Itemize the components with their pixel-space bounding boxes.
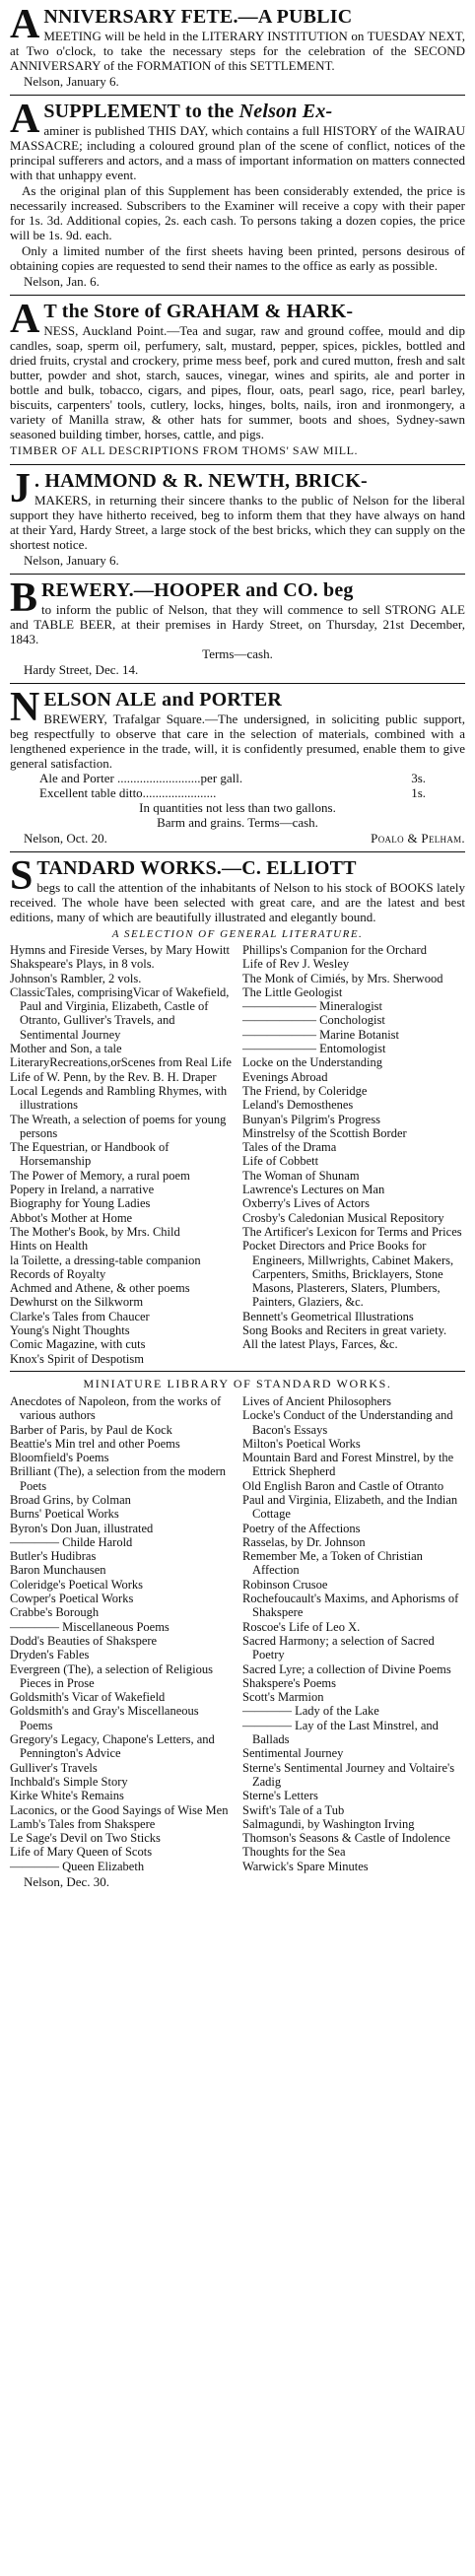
list-item: The Woman of Shunam [242,1168,360,1183]
list-item: The Artificer's Lexicon for Terms and Prices [242,1224,462,1239]
list-item: Knox's Spirit of Despotism [10,1351,144,1366]
ad-headline: ELSON ALE and PORTER [43,689,283,711]
list-item: The Friend, by Coleridge [242,1083,368,1098]
list-item: Inchbald's Simple Story [10,1774,128,1789]
list-item: Life of Cobbett [242,1154,319,1169]
list-item: Lives of Ancient Philosophers [242,1393,392,1408]
divider [10,851,465,852]
list-item: Sacred Harmony; a selection of Sacred Poetry [242,1633,435,1662]
list-item: Shakspeare's Plays, in 8 vols. [10,957,155,972]
list-item: Byron's Don Juan, illustrated [10,1521,154,1535]
ad-body: aminer is published THIS DAY, which contains a full HISTORY of the WAIRAU MASSACRE; including a coloured ground plan of the scene of conflict, notices of the principal sufferers and actors, and a mass of important information on matters connected with that unhappy event. [10,123,465,182]
list-item: Life of W. Penn, by the Rev. B. H. Draper [10,1069,217,1084]
list-item: Bloomfield's Poems [10,1451,109,1465]
list-item: Hints on Health [10,1239,89,1254]
list-column-left [10,1394,233,1873]
list-item: Clarke's Tales from Chaucer [10,1309,150,1323]
list-item: Remember Me, a Token of Christian Affection [242,1549,423,1578]
list-item: The Wreath, a selection of poems for young persons [10,1112,227,1140]
ad-body: BREWERY, Trafalgar Square.—The undersigned, in soliciting public support, beg respectfully to observe that care in the selection of materials, combined with a lengthened experience in the trade, will, it is confidently presumed, enable them to give general satisfaction. [10,712,465,771]
drop-cap: A [10,297,40,342]
list-item: Warwick's Spare Minutes [242,1859,369,1873]
ad-signature: Hardy Street, Dec. 14. [24,662,139,677]
list-item: Anecdotes of Napoleon, from the works of various authors [10,1393,222,1423]
list-item: Beattie's Min trel and other Poems [10,1436,180,1451]
list-item: ClassicTales, comprisingVicar of Wakefield, Paul and Virginia, Elizabeth, Castle of Otranto, Gulliver's Travels, and Sentimental Journey [10,984,230,1042]
list-item: Mother and Son, a tale [10,1042,122,1056]
ad-headline: SUPPLEMENT to the [43,101,239,122]
ad-headline: REWERY.—HOOPER and CO. beg [41,579,354,601]
ad-anniversary-fete [10,2,465,89]
list-item: Biography for Young Ladies [10,1196,151,1211]
ad-headline: T the Store of GRAHAM & HARK- [43,301,354,322]
list-item: Rasselas, by Dr. Johnson [242,1534,366,1549]
ad-brewery-hooper [10,576,465,677]
list-item: Kirke White's Remains [10,1789,124,1803]
list-item: Life of Mary Queen of Scots [10,1845,153,1860]
divider [10,95,465,96]
drop-cap: S [10,853,34,899]
ad-headline: NNIVERSARY FETE.—A PUBLIC [43,6,353,28]
ad-signature: Nelson, Oct. 20. [24,831,107,846]
ad-elliott-standard-works [10,853,465,1889]
list-item: Crosby's Caledonian Musical Repository [242,1210,444,1225]
ad-body: NESS, Auckland Point.—Tea and sugar, raw and ground coffee, mould and dip candles, soap, sperm oil, perfumery, salt, mustard, pepper, spices, pickles, bottled and dried fruits, crystal and crockery, prime mess beef, pork and cured mutton, fresh and salt butter, powder and shot, starch, sauces, vinegar, wines and spirits, ale and porter in bottle and bulk, tobacco, cigars, and pipes, flour, oats, pearl sago, rice, pearl barley, biscuits, carpenters' tools, cutlery, locks, hinges, bolts, nails, iron and ironmongery, a variety of Manilla straw, & other hats for summer, boots and shoes, Sydney-sawn seasoned building timber, horses, cattle, and pigs. [10,323,465,441]
list-item: ———— Miscellaneous Poems [10,1619,170,1634]
drop-cap: N [10,685,40,730]
ad-body: begs to call the attention of the inhabitants of Nelson to his stock of BOOKS lately received. The whole have been selected with great care, and are the latest and best editions, many of which are beautifully illustrated and elegantly bound. [10,880,465,924]
ad-nelson-ale-porter [10,685,465,846]
list-item: Gulliver's Travels [10,1760,98,1775]
list-item: Dewhurst on the Silkworm [10,1295,144,1310]
list-item: —————— Mineralogist [242,999,383,1014]
general-literature-list [10,943,465,1366]
list-item: Rochefoucault's Maxims, and Aphorisms of Shakspere [242,1592,459,1620]
ad-signature: Nelson, January 6. [24,74,119,89]
ad-body: MAKERS, in returning their sincere thanks to the public of Nelson for the liberal support they have hitherto received, beg to inform them that they have always on hand at their Yard, Hardy Street, a large stock of the best bricks, which they can supply on the shortest notice. [10,493,465,552]
list-item: Song Books and Reciters in great variety. [242,1323,447,1338]
ad-headline: TANDARD WORKS.—C. ELLIOTT [36,857,357,879]
list-item: Popery in Ireland, a narrative [10,1183,155,1197]
ad-terms: Terms—cash. [202,646,273,661]
ad-terms: Barm and grains. Terms—cash. [157,815,318,830]
ad-graham-harkness [10,297,465,458]
price-row [10,785,465,800]
list-item: The Mother's Book, by Mrs. Child [10,1224,180,1239]
divider [10,1371,465,1372]
list-item: Evergreen (The), a selection of Religious Pieces in Prose [10,1661,213,1690]
list-item: Gregory's Legacy, Chapone's Letters, and Pennington's Advice [10,1732,215,1761]
list-item: Shakspere's Poems [242,1675,336,1690]
ad-footer-line: TIMBER OF ALL DESCRIPTIONS FROM THOMS' SAW MILL. [10,443,359,457]
list-item: Lawrence's Lectures on Man [242,1183,385,1197]
divider [10,683,465,684]
ad-proprietors: Poalo & Pelham. [371,831,465,846]
list-item: Thoughts for the Sea [242,1845,346,1860]
list-item: Poetry of the Affections [242,1521,361,1535]
ad-signature: Nelson, January 6. [24,553,119,568]
drop-cap: B [10,576,38,621]
list-item: Scott's Marmion [242,1690,324,1705]
list-item: Sterne's Sentimental Journey and Voltaire's Zadig [242,1760,455,1789]
ad-headline: . HAMMOND & R. NEWTH, BRICK- [34,470,368,492]
list-item: Sacred Lyre; a collection of Divine Poems [242,1661,451,1676]
ad-signature: Nelson, Jan. 6. [24,274,100,289]
list-item: The Power of Memory, a rural poem [10,1168,190,1183]
list-item: The Monk of Cimiés, by Mrs. Sherwood [242,971,443,985]
list-item: —————— Entomologist [242,1042,386,1056]
list-item: Barber of Paris, by Paul de Kock [10,1422,172,1437]
list-item: The Little Geologist [242,984,343,999]
list-item: Dodd's Beauties of Shakspere [10,1633,158,1648]
list-item: Johnson's Rambler, 2 vols. [10,971,142,985]
list-item: Life of Rev J. Wesley [242,957,350,972]
list-item: Broad Grins, by Colman [10,1492,131,1507]
list-item: The Equestrian, or Handbook of Horsemanship [10,1140,170,1169]
list-item: Comic Magazine, with cuts [10,1337,146,1352]
section-heading-miniature: MINIATURE LIBRARY OF STANDARD WORKS. [83,1376,392,1390]
list-item: Locke's Conduct of the Understanding and Bacon's Essays [242,1408,453,1437]
list-column-left [10,943,233,1366]
list-item: ———— Lay of the Last Minstrel, and Ballads [242,1718,439,1747]
list-item: Roscoe's Life of Leo X. [242,1619,361,1634]
divider [10,574,465,575]
list-item: Baron Munchausen [10,1563,106,1578]
list-item: Bennett's Geometrical Illustrations [242,1309,414,1323]
list-item: Bunyan's Pilgrim's Progress [242,1112,380,1126]
list-item: Cowper's Poetical Works [10,1592,134,1606]
ad-body: As the original plan of this Supplement has been considerably extended, the price is necessarily increased. Subscribers to the Examiner will receive a copy with their paper for 1s. 3d. Additional copies, 2s. each cash. To persons taking a dozen copies, the price will be 1s. 9d. each. [10,183,465,242]
list-item: Swift's Tale of a Tub [242,1802,345,1817]
miniature-library-list [10,1394,465,1873]
list-item: Local Legends and Rambling Rhymes, with illustrations [10,1083,228,1113]
list-item: Lamb's Tales from Shakspere [10,1816,156,1831]
list-item: Achmed and Athene, & other poems [10,1281,190,1296]
drop-cap: A [10,97,40,142]
list-item: Goldsmith's Vicar of Wakefield [10,1690,166,1705]
list-item: Pocket Directors and Price Books for Engineers, Millwrights, Cabinet Makers, Carpenters, Smiths, Bricklayers, Stone Masons, Plasterers, Slaters, Plumbers, Painters, Glaziers, &c. [242,1239,454,1310]
list-item: Robinson Crusoe [242,1577,328,1592]
ad-quantities: In quantities not less than two gallons. [139,800,336,815]
list-item: la Toilette, a dressing-table companion [10,1253,201,1267]
ad-body: Only a limited number of the first sheets having been printed, persons desirous of obtaining copies are requested to send their names to the office as early as possible. [10,243,465,273]
list-item: Young's Night Thoughts [10,1323,130,1338]
list-item: Mountain Bard and Forest Minstrel, by the Ettrick Shepherd [242,1451,454,1479]
list-item: Phillips's Companion for the Orchard [242,943,427,957]
list-item: Locke on the Understanding [242,1055,382,1070]
list-item: All the latest Plays, Farces, &c. [242,1337,398,1352]
list-item: Milton's Poetical Works [242,1436,361,1451]
list-item: Tales of the Drama [242,1140,337,1155]
price-row [10,771,465,785]
list-column-right [242,1394,465,1873]
list-item: LiteraryRecreations,orScenes from Real Life [10,1055,232,1070]
list-item: Records of Royalty [10,1266,106,1281]
list-item: Hymns and Fireside Verses, by Mary Howitt [10,943,231,957]
price-value: 3s. [411,771,426,785]
ad-signature-row [24,831,465,846]
list-item: Sterne's Letters [242,1789,318,1803]
list-item: ———— Queen Elizabeth [10,1859,145,1873]
price-value: 1s. [411,785,426,800]
list-item: Salmagundi, by Washington Irving [242,1816,415,1831]
list-item: Oxberry's Lives of Actors [242,1196,370,1211]
list-item: Goldsmith's and Gray's Miscellaneous Poems [10,1704,199,1732]
list-column-right [242,943,465,1366]
list-item: ———— Lady of the Lake [242,1704,379,1719]
divider [10,295,465,296]
drop-cap: A [10,2,40,47]
list-item: ———— Childe Harold [10,1534,133,1549]
list-item: Paul and Virginia, Elizabeth, and the Indian Cottage [242,1492,458,1522]
drop-cap: J [10,466,31,511]
list-item: —————— Marine Botanist [242,1027,400,1042]
list-item: Coleridge's Poetical Works [10,1577,144,1592]
list-item: Butler's Hudibras [10,1549,97,1564]
ad-hammond-newth [10,466,465,568]
list-item: Le Sage's Devil on Two Sticks [10,1831,161,1846]
list-item: Sentimental Journey [242,1746,344,1761]
list-item: Brilliant (The), a selection from the modern Poets [10,1464,227,1493]
list-item: Burns' Poetical Works [10,1507,119,1522]
divider [10,464,465,465]
ad-body: to inform the public of Nelson, that they will commence to sell STRONG ALE and TABLE BEER, at their premises in Hardy Street, on Thursday, 21st December, 1843. [10,602,465,646]
list-item: Abbot's Mother at Home [10,1210,133,1225]
list-item: —————— Conchologist [242,1013,385,1028]
ad-body: MEETING will be held in the LITERARY INSTITUTION on TUESDAY NEXT, at Two o'clock, to take the necessary steps for the celebration of the SECOND ANNIVERSARY of the FORMATION of this SETTLEMENT. [10,29,465,73]
section-heading-general: A SELECTION OF GENERAL LITERATURE. [111,928,364,940]
list-item: Evenings Abroad [242,1069,328,1084]
price-label: Ale and Porter ..........................per gall. [39,771,243,785]
list-item: Leland's Demosthenes [242,1098,354,1113]
ad-headline-italic: Nelson Ex- [238,101,333,122]
list-item: Thomson's Seasons & Castle of Indolence [242,1831,450,1846]
list-item: Minstrelsy of the Scottish Border [242,1125,407,1140]
ad-signature: Nelson, Dec. 30. [24,1874,110,1889]
list-item: Crabbe's Borough [10,1605,100,1620]
price-label: Excellent table ditto....................... [39,785,217,800]
list-item: Dryden's Fables [10,1648,90,1662]
ad-supplement [10,97,465,289]
list-item: Old English Baron and Castle of Otranto [242,1478,444,1493]
list-item: Laconics, or the Good Sayings of Wise Men [10,1802,229,1817]
